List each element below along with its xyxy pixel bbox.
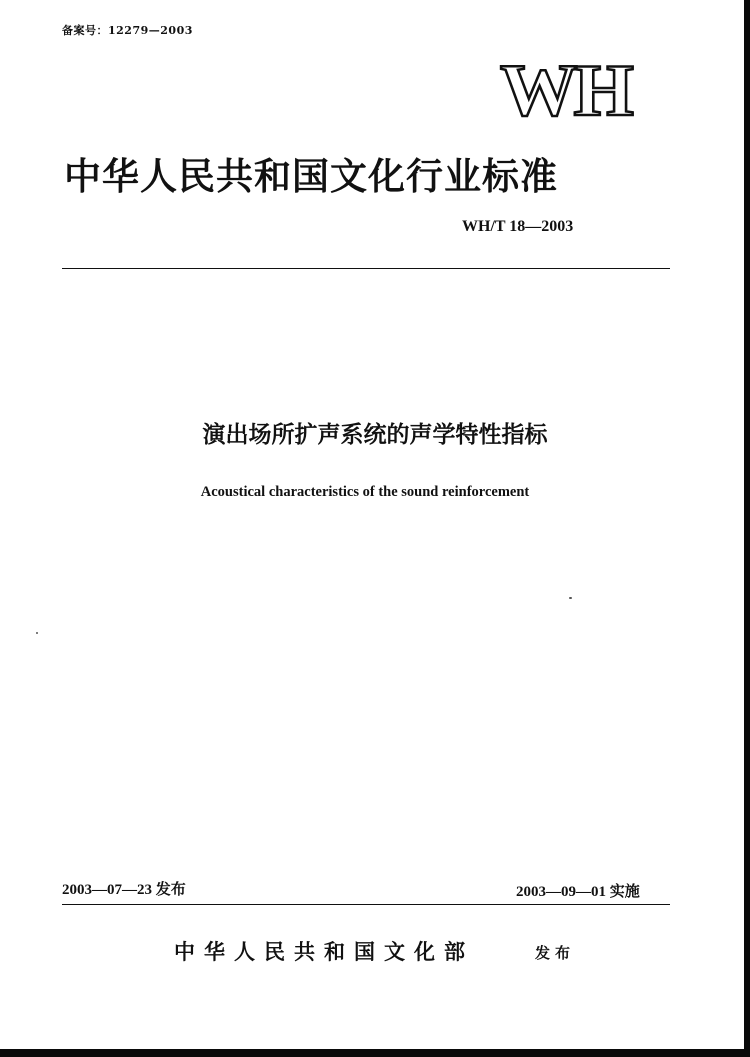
record-number: 备案号：12279—2003 xyxy=(62,24,193,37)
standard-number: WH/T 18—2003 xyxy=(462,218,574,235)
wh-logo: WH xyxy=(500,50,630,132)
scan-speck xyxy=(569,597,572,599)
scan-edge-bottom xyxy=(0,1049,750,1057)
scan-edge-right xyxy=(744,0,750,1057)
standard-category-title: 中华人民共和国文化行业标准 xyxy=(64,154,558,198)
scan-speck xyxy=(36,632,38,634)
top-divider xyxy=(62,268,670,269)
issuing-authority: 中华人民共和国文化部 xyxy=(174,939,474,964)
issue-label: 发布 xyxy=(535,944,576,962)
effective-date: 2003—09—01 实施 xyxy=(516,884,640,900)
chinese-title: 演出场所扩声系统的声学特性指标 xyxy=(202,421,548,448)
publish-date: 2003—07—23 发布 xyxy=(62,882,186,898)
english-title: Acoustical characteristics of the sound reinforcement xyxy=(200,484,530,500)
bottom-divider xyxy=(62,904,670,905)
